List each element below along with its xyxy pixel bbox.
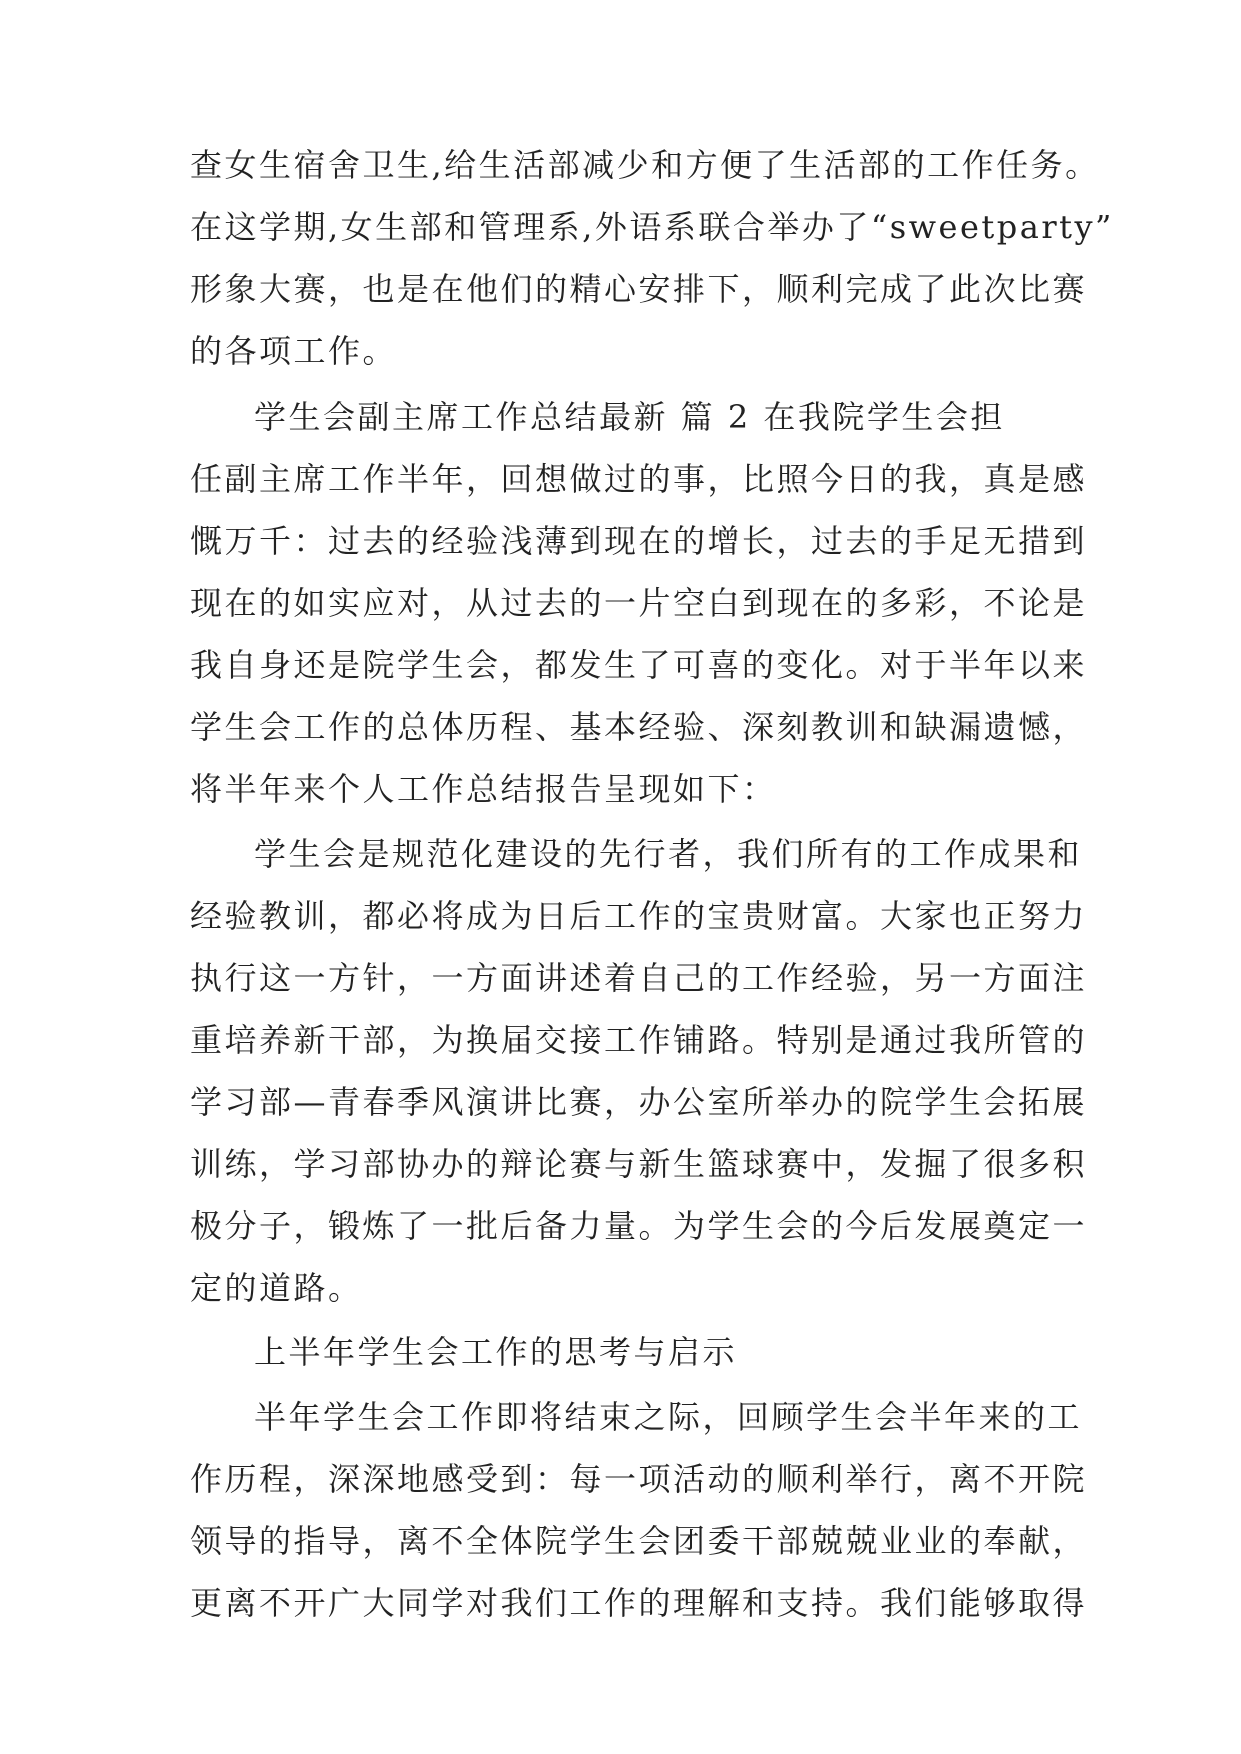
text-line: 学习部—青春季风演讲比赛，办公室所举办的院学生会拓展 [190,1083,1088,1121]
text-line: 我自身还是院学生会，都发生了可喜的变化。对于半年以来 [190,646,1088,684]
paragraph-start-line: 半年学生会工作即将结束之际，回顾学生会半年来的工 [254,1398,1083,1436]
subheading-line: 上半年学生会工作的思考与启示 [254,1333,738,1371]
text-line: 训练，学习部协办的辩论赛与新生篮球赛中，发掘了很多积 [190,1145,1088,1183]
text-line: 领导的指导，离不全体院学生会团委干部兢兢业业的奉献， [190,1522,1088,1560]
text-line: 极分子，锻炼了一批后备力量。为学生会的今后发展奠定一 [190,1207,1088,1245]
text-line: 查女生宿舍卫生,给生活部减少和方便了生活部的工作任务。 [190,146,1100,184]
text-line: 在这学期,女生部和管理系,外语系联合举办了“sweetparty” [190,208,1114,246]
text-line: 任副主席工作半年，回想做过的事，比照今日的我，真是感 [190,460,1088,498]
text-line: 定的道路。 [190,1269,363,1307]
section-heading-line: 学生会副主席工作总结最新 篇 2 在我院学生会担 [254,398,1005,436]
text-line: 执行这一方针，一方面讲述着自己的工作经验，另一方面注 [190,959,1088,997]
text-line: 的各项工作。 [190,332,398,370]
text-line: 更离不开广大同学对我们工作的理解和支持。我们能够取得 [190,1584,1088,1622]
text-line: 将半年来个人工作总结报告呈现如下： [190,770,777,808]
paragraph-start-line: 学生会是规范化建设的先行者，我们所有的工作成果和 [254,835,1083,873]
text-line: 形象大赛，也是在他们的精心安排下，顺利完成了此次比赛 [190,270,1088,308]
text-line: 重培养新干部，为换届交接工作铺路。特别是通过我所管的 [190,1021,1088,1059]
text-line: 慨万千：过去的经验浅薄到现在的增长，过去的手足无措到 [190,522,1088,560]
text-line: 作历程，深深地感受到：每一项活动的顺利举行，离不开院 [190,1460,1088,1498]
text-line: 现在的如实应对，从过去的一片空白到现在的多彩，不论是 [190,584,1088,622]
text-line: 学生会工作的总体历程、基本经验、深刻教训和缺漏遗憾， [190,708,1088,746]
text-line: 经验教训，都必将成为日后工作的宝贵财富。大家也正努力 [190,897,1088,935]
